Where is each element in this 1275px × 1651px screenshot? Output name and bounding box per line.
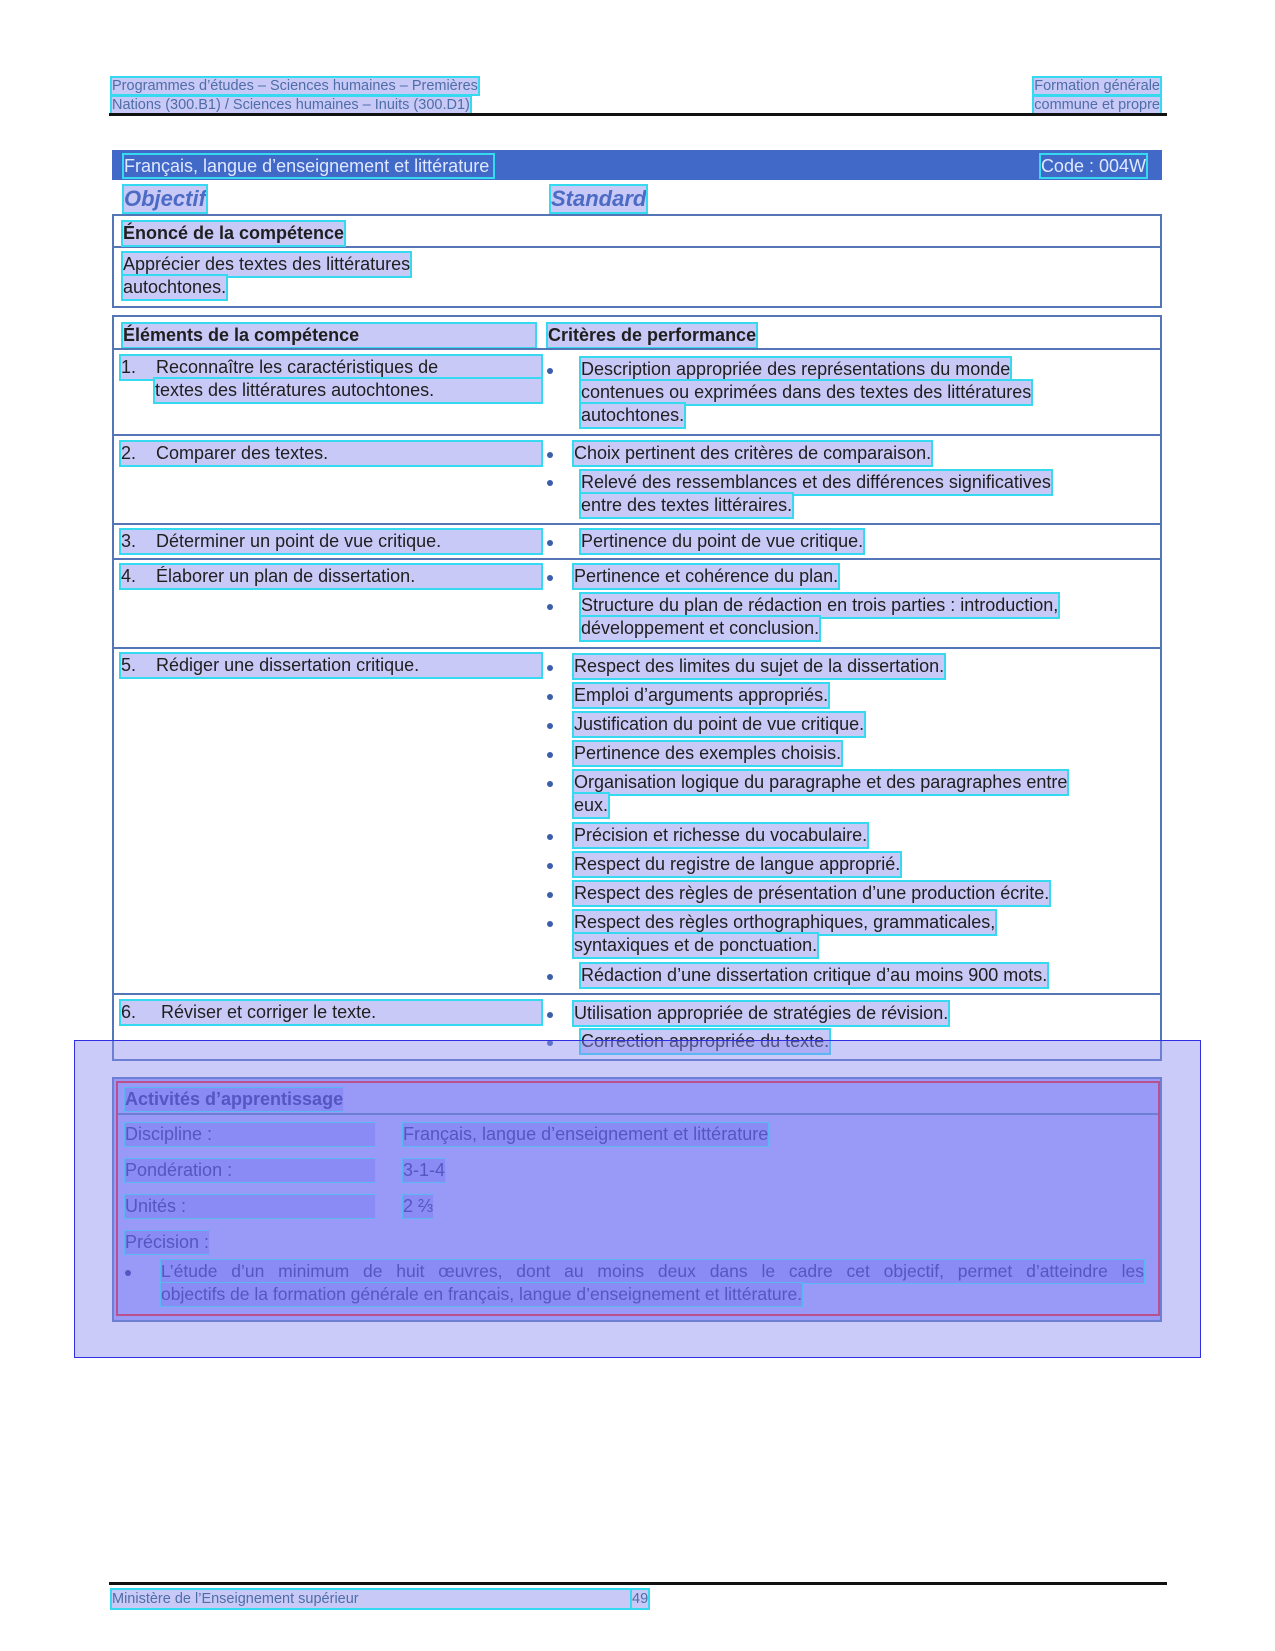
bullet-icon <box>547 781 553 787</box>
element-line-1: Déterminer un point de vue critique. <box>156 531 442 551</box>
row-divider <box>114 434 1160 436</box>
page-number: 49 <box>632 1591 649 1607</box>
bullet-icon <box>547 834 553 840</box>
criterion-line-2: entre des textes littéraires. <box>581 495 793 515</box>
criterion-line-1: Choix pertinent des critères de comparaison. <box>574 443 932 463</box>
col-header-elements: Éléments de la compétence <box>123 324 535 347</box>
bullet-icon <box>547 452 553 458</box>
competence-elements-table <box>112 315 1162 1061</box>
course-title: Français, langue d’enseignement et littérature <box>124 155 493 177</box>
table-header-divider <box>114 348 1160 350</box>
unites-value: 2 ⅔ <box>403 1196 434 1216</box>
criterion-line-1: Pertinence du point de vue critique. <box>581 531 864 551</box>
footer-ministry: Ministère de l’Enseignement supérieur <box>112 1590 640 1608</box>
bullet-icon <box>547 575 553 581</box>
element-text <box>121 530 541 553</box>
criterion-line-1: Respect des limites du sujet de la dissertation. <box>574 656 945 676</box>
bullet-icon <box>547 368 553 374</box>
objective-label: Objectif <box>124 186 206 211</box>
selection-overlay <box>74 1040 1201 1358</box>
criterion-line-2: contenues ou exprimées dans des textes des littératures <box>581 382 1032 402</box>
precision-line-2: objectifs de la formation générale en français, langue d’enseignement et littérature. <box>161 1284 803 1304</box>
criterion-line-1: Justification du point de vue critique. <box>574 714 865 734</box>
row-divider <box>114 523 1160 525</box>
header-left-line-1: Programmes d’études – Sciences humaines – Premières <box>112 78 478 94</box>
criterion-line-1: Description appropriée des représentations du monde <box>581 359 1011 379</box>
element-text <box>121 442 541 465</box>
criterion-line-1: Pertinence et cohérence du plan. <box>574 566 839 586</box>
row-divider <box>114 558 1160 560</box>
activities-heading: Activités d’apprentissage <box>125 1089 344 1109</box>
header-rule <box>109 113 1167 116</box>
criterion-line-1: Emploi d’arguments appropriés. <box>574 685 829 705</box>
col-header-criteria: Critères de performance <box>548 325 757 345</box>
bullet-icon <box>547 480 553 486</box>
bullet-icon <box>547 540 553 546</box>
criterion-line-2: syntaxiques et de ponctuation. <box>574 935 818 955</box>
element-line-1: Reconnaître les caractéristiques de <box>156 357 439 377</box>
bullet-icon <box>547 665 553 671</box>
ponderation-value: 3-1-4 <box>403 1160 446 1180</box>
criterion-line-1: Pertinence des exemples choisis. <box>574 743 842 763</box>
element-number: 6. <box>121 1002 137 1022</box>
criterion-line-1: Respect des règles de présentation d’une production écrite. <box>574 883 1050 903</box>
criterion-line-3: autochtones. <box>581 405 685 425</box>
element-text <box>121 1001 541 1024</box>
competence-box <box>112 214 1162 308</box>
element-number: 2. <box>121 443 137 463</box>
discipline-label: Discipline : <box>125 1123 375 1146</box>
precision-line-1: L’étude d’un minimum de huit œuvres, dont au moins deux dans le cadre cet objectif, permet d’atteindre les <box>161 1261 1144 1281</box>
element-text <box>121 356 541 379</box>
running-header-right <box>1034 77 1160 115</box>
element-number: 4. <box>121 566 137 586</box>
criterion-line-1: Relevé des ressemblances et des différences significatives <box>581 472 1051 492</box>
header-right-line-2: commune et propre <box>1034 97 1160 113</box>
criterion-line-1: Respect du registre de langue approprié. <box>574 854 901 874</box>
element-line-1: Rédiger une dissertation critique. <box>156 655 420 675</box>
unites-label: Unités : <box>125 1195 375 1218</box>
element-line-1: Réviser et corriger le texte. <box>161 1002 377 1022</box>
criterion-line-1: Utilisation appropriée de stratégies de révision. <box>574 1003 949 1023</box>
precision-label: Précision : <box>125 1232 210 1252</box>
bullet-icon <box>547 723 553 729</box>
course-code: Code : 004W <box>1040 156 1146 176</box>
bullet-icon <box>547 1012 553 1018</box>
bullet-icon <box>547 752 553 758</box>
bullet-icon <box>547 892 553 898</box>
criterion-line-1: Respect des règles orthographiques, grammaticales, <box>574 912 996 932</box>
element-line-1: Comparer des textes. <box>156 443 329 463</box>
row-divider <box>114 647 1160 649</box>
competence-line-2: autochtones. <box>123 277 227 297</box>
element-number: 3. <box>121 531 137 551</box>
bullet-icon <box>547 604 553 610</box>
discipline-value: Français, langue d’enseignement et littérature <box>403 1124 769 1144</box>
criterion-line-1: Précision et richesse du vocabulaire. <box>574 825 868 845</box>
criterion-line-1: Organisation logique du paragraphe et des paragraphes entre <box>574 772 1068 792</box>
element-number: 5. <box>121 655 137 675</box>
element-text <box>121 565 541 588</box>
bullet-icon <box>547 974 553 980</box>
competence-line-1: Apprécier des textes des littératures <box>123 254 411 274</box>
criterion-line-2: eux. <box>574 795 609 815</box>
criterion-line-1: Rédaction d’une dissertation critique d’au moins 900 mots. <box>581 965 1048 985</box>
element-line-2: textes des littératures autochtones. <box>155 379 541 402</box>
bullet-icon <box>547 694 553 700</box>
footer-rule <box>109 1582 1167 1585</box>
criterion-line-1: Correction appropriée du texte. <box>581 1031 830 1051</box>
standard-label: Standard <box>551 186 647 211</box>
header-left-line-2: Nations (300.B1) / Sciences humaines – Inuits (300.D1) <box>112 97 470 113</box>
running-header-left <box>112 77 478 115</box>
element-number: 1. <box>121 357 137 377</box>
criterion-line-1: Structure du plan de rédaction en trois parties : introduction, <box>581 595 1059 615</box>
ponderation-label: Pondération : <box>125 1159 375 1182</box>
competence-heading: Énoncé de la compétence <box>123 223 345 243</box>
row-divider <box>114 993 1160 995</box>
competence-divider <box>114 246 1160 248</box>
bullet-icon <box>547 863 553 869</box>
header-right-line-1: Formation générale <box>1034 78 1160 94</box>
criterion-line-2: développement et conclusion. <box>581 618 820 638</box>
element-line-1: Élaborer un plan de dissertation. <box>156 566 416 586</box>
element-text <box>121 654 541 677</box>
bullet-icon <box>547 921 553 927</box>
